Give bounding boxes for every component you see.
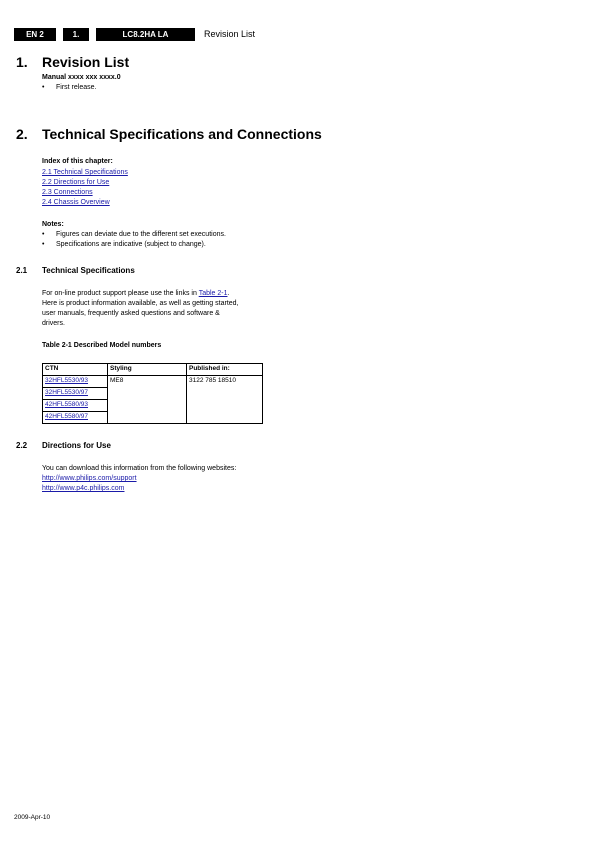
support-paragraph-line: user manuals, frequently asked questions and software & — [42, 310, 220, 317]
published-cell: 3122 785 18510 — [187, 376, 263, 424]
subsection-2-1-title: Technical Specifications — [42, 266, 135, 275]
support-paragraph-line1 — [42, 289, 229, 299]
manual-number: Manual xxxx xxx xxxx.0 — [42, 74, 121, 81]
table-header-published: Published in: — [187, 364, 263, 376]
note-text: Specifications are indicative (subject to change). — [56, 241, 206, 248]
download-paragraph: You can download this information from the following websites: — [42, 465, 237, 472]
subsection-2-1-number: 2.1 — [16, 266, 28, 275]
table-2-1-link[interactable]: Table 2-1 — [198, 290, 228, 297]
ctn-link[interactable]: 32HFL5530/97 — [45, 389, 89, 396]
section2-number: 2. — [16, 126, 28, 142]
page-number-badge: EN 2 — [14, 28, 56, 41]
ctn-cell[interactable] — [43, 400, 108, 412]
ctn-cell[interactable] — [43, 376, 108, 388]
subsection-2-2-number: 2.2 — [16, 441, 28, 450]
ctn-cell[interactable] — [43, 412, 108, 424]
header-title: Revision List — [204, 29, 256, 39]
support-paragraph-line: Here is product information available, as well as getting started, — [42, 300, 239, 307]
table-header-styling: Styling — [108, 364, 187, 376]
notes-title: Notes: — [42, 221, 64, 228]
support-text: For on-line product support please use the links in — [42, 290, 199, 297]
index-link-connections[interactable]: 2.3 Connections — [42, 189, 93, 196]
philips-support-link[interactable]: http://www.philips.com/support — [42, 475, 137, 482]
styling-cell: ME8 — [108, 376, 187, 424]
ctn-cell[interactable] — [43, 388, 108, 400]
p4c-philips-link[interactable]: http://www.p4c.philips.com — [42, 485, 125, 492]
section1-number: 1. — [16, 54, 28, 70]
subsection-2-2-title: Directions for Use — [42, 441, 111, 450]
index-title: Index of this chapter: — [42, 158, 113, 165]
ctn-link[interactable]: 42HFL5580/97 — [45, 413, 89, 420]
section1-bullet-text: First release. — [56, 84, 97, 91]
table-row — [43, 376, 263, 388]
support-paragraph-line: drivers. — [42, 320, 65, 327]
table-header-ctn: CTN — [43, 364, 108, 376]
table-header-row — [43, 364, 263, 376]
ctn-link[interactable]: 32HFL5530/93 — [45, 377, 89, 384]
footer-date: 2009-Apr-10 — [14, 814, 51, 821]
bullet-icon: • — [42, 241, 45, 248]
bullet-icon: • — [42, 84, 45, 91]
index-link-directions-for-use[interactable]: 2.2 Directions for Use — [42, 179, 110, 186]
ctn-link[interactable]: 42HFL5580/93 — [45, 401, 89, 408]
index-link-chassis-overview[interactable]: 2.4 Chassis Overview — [42, 199, 110, 206]
table-caption: Table 2-1 Described Model numbers — [42, 342, 162, 349]
index-link-technical-specifications[interactable]: 2.1 Technical Specifications — [42, 169, 128, 176]
chapter-number-badge: 1. — [63, 28, 89, 41]
note-text: Figures can deviate due to the different set executions. — [56, 231, 226, 238]
section1-title: Revision List — [42, 54, 130, 70]
bullet-icon: • — [42, 231, 45, 238]
support-text-end: . — [227, 290, 230, 297]
model-badge: LC8.2HA LA — [96, 28, 195, 41]
section2-title: Technical Specifications and Connections — [42, 126, 322, 142]
model-numbers-table — [42, 363, 263, 424]
